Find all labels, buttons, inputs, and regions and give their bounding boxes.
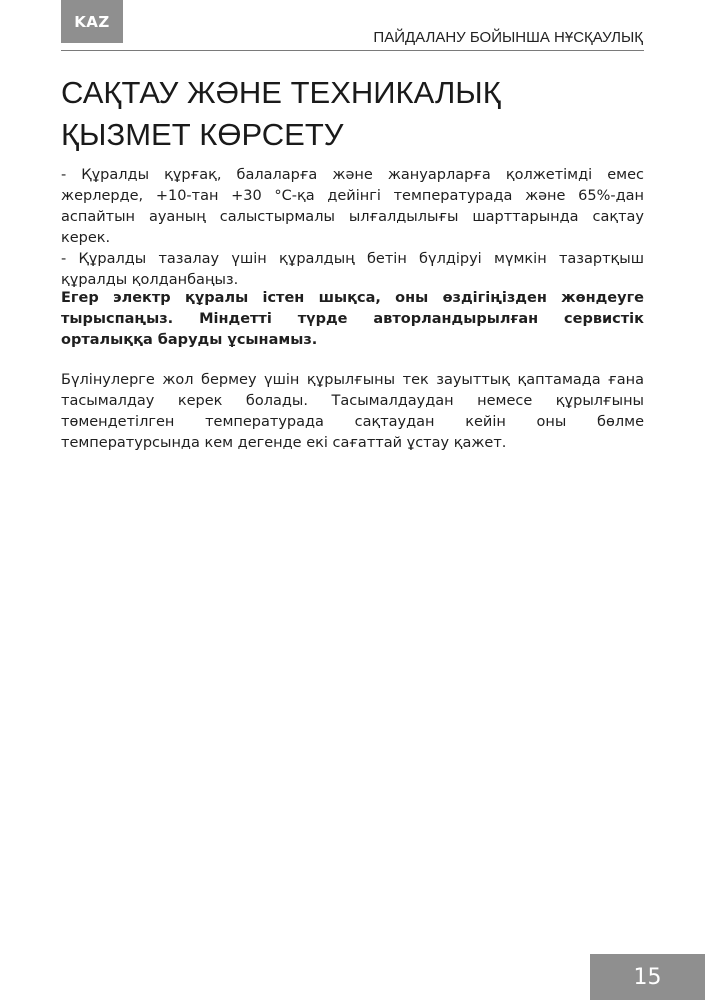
header-divider [61, 50, 644, 51]
manual-title: ПАЙДАЛАНУ БОЙЫНША НҰСҚАУЛЫҚ [373, 29, 643, 46]
language-tab: KAZ [61, 0, 123, 43]
storage-item-2: - Құралды тазалау үшін құралдың бетін бүлдіруі мүмкін тазартқыш құралды қолданбаңыз. [61, 251, 644, 288]
section-title-line-1: САҚТАУ ЖӘНЕ ТЕХНИКАЛЫҚ [61, 75, 501, 110]
section-title-line-2: ҚЫЗМЕТ КӨРСЕТУ [61, 117, 344, 152]
page-number: 15 [590, 954, 705, 1000]
transport-text: Бүлінулерге жол бермеу үшін құрылғыны тек зауыттық қаптамада ғана тасымалдау керек болады. Тасымалдаудан немесе құрылғыны төмендетілген температурада сақтаудан кейін оны бөлме температурсында кем дегенде екі сағаттай ұстау қажет. [61, 372, 644, 451]
storage-instructions [61, 165, 644, 291]
section-title [61, 72, 661, 156]
transport-instructions [61, 370, 644, 454]
repair-warning-text: Егер электр құралы істен шықса, оны өздігіңізден жөндеуге тырыспаңыз. Міндетті түрде авторландырылған сервистік орталыққа баруды ұсынамыз. [61, 290, 644, 348]
storage-item-1: - Құралды құрғақ, балаларға және жануарларға қолжетімді емес жерлерде, +10-тан +30 °С-қа дейінгі температурада және 65%-дан аспайтын ауаның салыстырмалы ылғалдылығы шарттарында сақтау керек. [61, 167, 644, 246]
repair-warning [61, 288, 644, 351]
